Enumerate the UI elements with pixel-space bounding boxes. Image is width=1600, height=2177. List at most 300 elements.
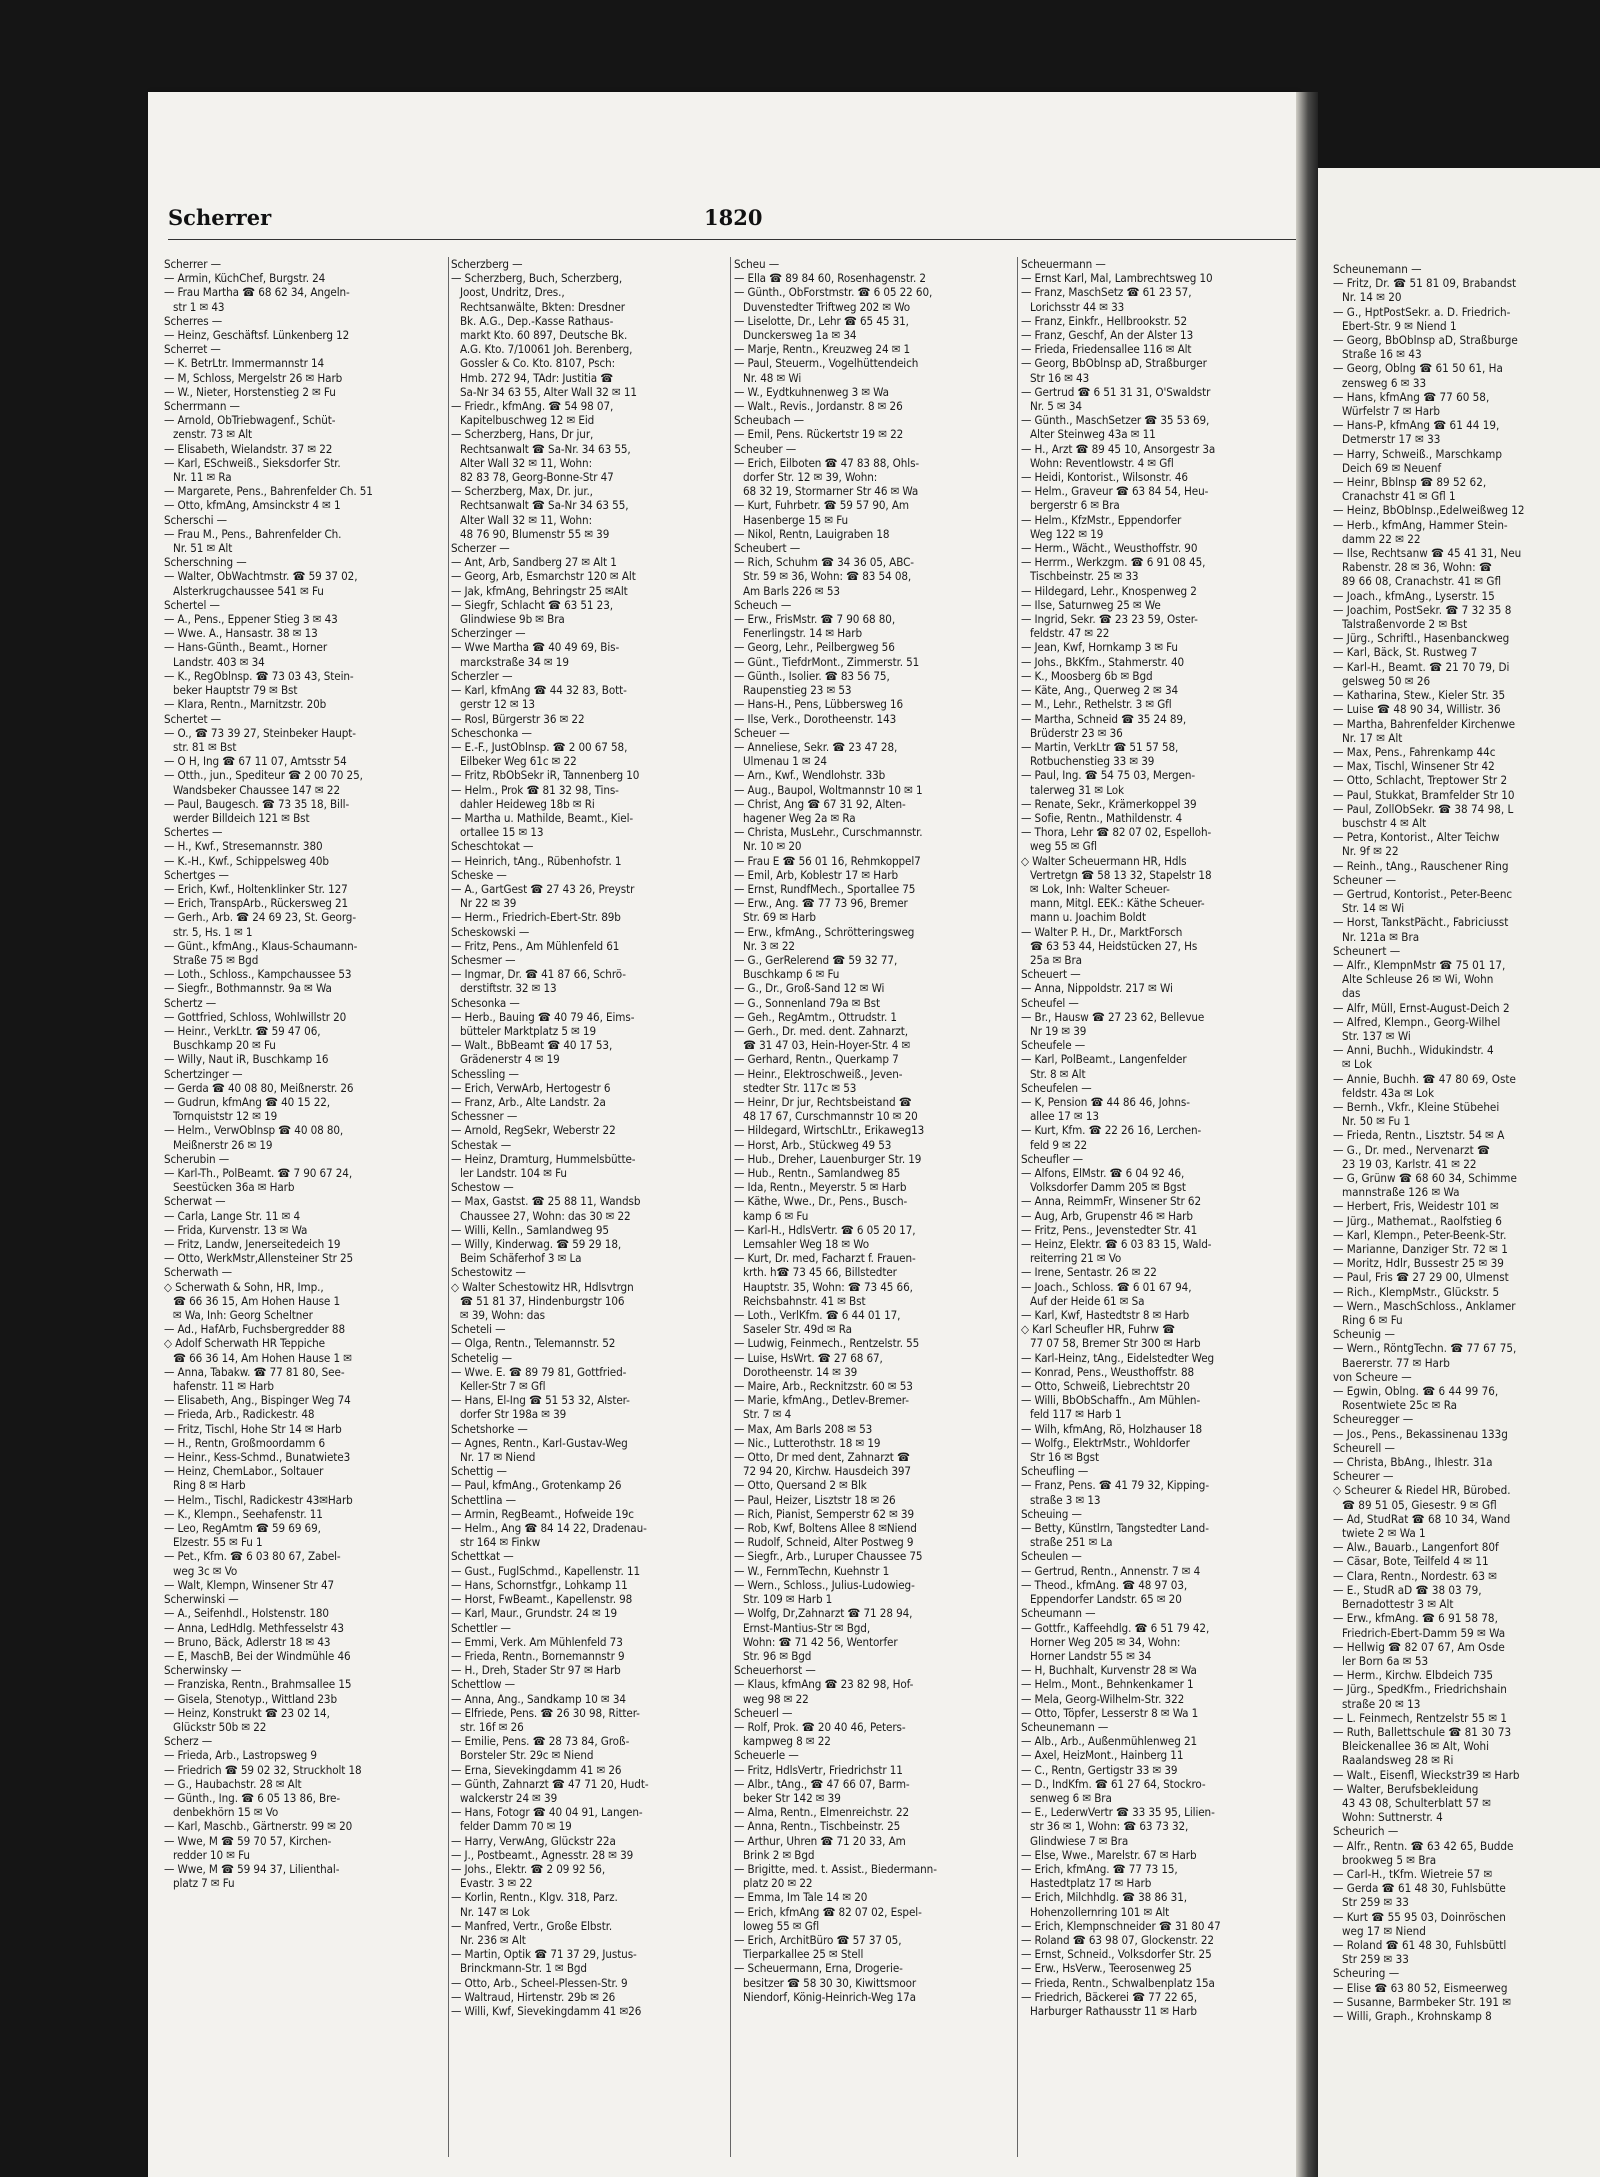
- surname-heading: Schertet —: [164, 711, 222, 726]
- surname-heading: Schettlow —: [451, 1677, 516, 1692]
- directory-entry: — Egwin, Oblng. ☎ 6 44 99 76,: [1333, 1384, 1499, 1399]
- directory-entry: — Martin, VerkLtr ☎ 51 57 58,: [1021, 739, 1179, 754]
- directory-entry: — Franz, Geschf, An der Alster 13: [1021, 328, 1194, 343]
- directory-entry: Sa-Nr 34 63 55, Alter Wall 32 ✉ 11: [460, 384, 637, 399]
- directory-entry: Str 16 ✉ 43: [1030, 370, 1090, 385]
- directory-entry: — Walt., Revis., Jordanstr. 8 ✉ 26: [734, 399, 903, 414]
- directory-entry: — Helm., KfzMstr., Eppendorfer: [1021, 512, 1182, 527]
- directory-entry: Alter Wall 32 ✉ 11, Wohn:: [460, 512, 592, 527]
- directory-entry: Rechtsanwälte, Bkten: Dresdner: [460, 299, 625, 314]
- surname-heading: Scherrer —: [164, 257, 221, 271]
- directory-entry: — Renate, Sekr., Krämerkoppel 39: [1021, 796, 1197, 811]
- directory-entry: Tischbeinstr. 25 ✉ 33: [1030, 569, 1139, 584]
- directory-entry: — Herb., Bauing ☎ 40 79 46, Eims-: [451, 1009, 635, 1024]
- directory-entry: Dunckersweg 1a ✉ 34: [743, 328, 857, 343]
- directory-entry: — Alfons, ElMstr. ☎ 6 04 92 46,: [1021, 1166, 1185, 1180]
- directory-entry: — K.-H., Kwf., Schippelsweg 40b: [164, 853, 329, 868]
- directory-entry: — Sofie, Rentn., Mathildenstr. 4: [1021, 810, 1183, 825]
- surname-heading: Scheuber —: [734, 441, 797, 456]
- surname-heading: Schestow —: [451, 1180, 514, 1195]
- directory-entry: ☎ 66 36 14, Am Hohen Hause 1 ✉: [173, 1350, 352, 1365]
- directory-entry: — Elfriede, Pens. ☎ 26 30 98, Ritter-: [451, 1705, 640, 1720]
- directory-entry: Nr. 3 ✉ 22: [743, 938, 795, 953]
- column-3: [734, 257, 1015, 2157]
- directory-entry: — Gerda ☎ 61 48 30, Fuhlsbütte: [1333, 1881, 1506, 1896]
- directory-entry: — Karl, Maschb., Gärtnerstr. 99 ✉ 20: [164, 1819, 353, 1834]
- book-gutter: [1296, 92, 1318, 2177]
- directory-entry: twiete 2 ✉ Wa 1: [1342, 1526, 1426, 1541]
- directory-entry: — Anneliese, Sekr. ☎ 23 47 28,: [734, 739, 898, 754]
- surname-heading: Schestak —: [451, 1137, 512, 1152]
- directory-entry: — Elise ☎ 63 80 52, Eismeerweg: [1333, 1980, 1508, 1995]
- directory-entry: — Helm., Mont., Behnkenkamer 1: [1021, 1677, 1194, 1692]
- directory-entry: bütteler Marktplatz 5 ✉ 19: [460, 1023, 597, 1038]
- directory-entry: — H., Rentn, Großmoordamm 6: [164, 1435, 326, 1450]
- directory-entry: ✉ Wa, Inh: Georg Scheltner: [173, 1308, 313, 1323]
- directory-entry: — Frida, Kurvenstr. 13 ✉ Wa: [164, 1222, 308, 1237]
- directory-entry: — Heinrich, tAng., Rübenhofstr. 1: [451, 853, 622, 868]
- directory-entry: — Martha, Schneid ☎ 35 24 89,: [1021, 711, 1187, 726]
- directory-entry: — W., FernmTechn, Kuehnstr 1: [734, 1563, 890, 1578]
- directory-entry: krth. h☎ 73 45 66, Billstedter: [743, 1265, 897, 1280]
- directory-entry: — Fritz, Tischl, Hohe Str 14 ✉ Harb: [164, 1421, 342, 1436]
- directory-entry: — Helm., VerwOblnsp ☎ 40 08 80,: [164, 1123, 344, 1138]
- directory-entry: Nr. 236 ✉ Alt: [460, 1932, 526, 1947]
- directory-entry: — Siegfr., Bothmannstr. 9a ✉ Wa: [164, 981, 332, 996]
- directory-entry: das: [1342, 986, 1361, 1001]
- directory-entry: — Annie, Buchh. ☎ 47 80 69, Oste: [1333, 1071, 1516, 1086]
- directory-entry: walckerstr 24 ✉ 39: [460, 1790, 558, 1805]
- directory-entry: Nr. 51 ✉ Alt: [173, 541, 233, 556]
- directory-entry: Lemsahler Weg 18 ✉ Wo: [743, 1237, 870, 1252]
- directory-entry: Wandsbeker Chaussee 147 ✉ 22: [173, 782, 340, 797]
- directory-entry: Baererstr. 77 ✉ Harb: [1342, 1355, 1450, 1370]
- directory-entry: — Günt., TiefdrMont., Zimmerstr. 51: [734, 654, 920, 669]
- directory-entry: — Otto, WerkMstr,Allensteiner Str 25: [164, 1251, 354, 1266]
- right-page-column: [1333, 262, 1600, 2167]
- directory-entry: — Gertrud ☎ 6 51 31 31, O'Swaldstr: [1021, 384, 1211, 399]
- directory-entry: — Christa, MusLehr., Curschmannstr.: [734, 825, 923, 840]
- directory-entry: — H., Kwf., Stresemannstr. 380: [164, 839, 323, 854]
- directory-entry: — Gertrud, Kontorist., Peter-Beenc: [1333, 886, 1513, 901]
- surname-heading: Schessner —: [451, 1109, 518, 1124]
- directory-entry: — Armin, KüchChef, Burgstr. 24: [164, 271, 326, 286]
- surname-heading: Schertes —: [164, 825, 223, 840]
- directory-entry: — Fritz, Pens., Jevenstedter Str. 41: [1021, 1222, 1198, 1237]
- surname-heading: Scherschning —: [164, 555, 247, 570]
- directory-entry: — Otto, Schweiß, Liebrechtstr 20: [1021, 1379, 1190, 1394]
- directory-entry: — Erich, VerwArb, Hertogestr 6: [451, 1080, 611, 1095]
- directory-entry: Borsteler Str. 29c ✉ Niend: [460, 1748, 594, 1763]
- directory-entry: — Ilse, Saturnweg 25 ✉ We: [1021, 597, 1161, 612]
- surname-heading: Scherwath —: [164, 1265, 232, 1280]
- directory-entry: 25a ✉ Bra: [1030, 952, 1082, 967]
- directory-entry: — Fritz, HdlsVertr, Friedrichstr 11: [734, 1762, 903, 1777]
- directory-entry: — Willy, Naut iR, Buschkamp 16: [164, 1052, 329, 1067]
- directory-entry: — E., LederwVertr ☎ 33 35 95, Lilien-: [1021, 1805, 1215, 1820]
- directory-entry: — Wwe Martha ☎ 40 49 69, Bis-: [451, 640, 620, 655]
- directory-entry: str 1 ✉ 43: [173, 299, 225, 314]
- directory-entry: kampweg 8 ✉ 22: [743, 1734, 831, 1749]
- directory-entry: weg 98 ✉ 22: [743, 1691, 809, 1706]
- directory-entry: Horner Landstr 55 ✉ 34: [1030, 1648, 1152, 1663]
- directory-entry: — Emmi, Verk. Am Mühlenfeld 73: [451, 1634, 623, 1649]
- surname-heading: Scheteli —: [451, 1322, 506, 1337]
- directory-entry: — Marje, Rentn., Kreuzweg 24 ✉ 1: [734, 342, 911, 357]
- directory-entry: — Heinz, ChemLabor., Soltauer: [164, 1464, 324, 1479]
- directory-entry: — Moritz, Hdlr, Bussestr 25 ✉ 39: [1333, 1256, 1504, 1271]
- surname-heading: Scherschi —: [164, 512, 227, 527]
- directory-entry: — Franziska, Rentn., Brahmsallee 15: [164, 1677, 352, 1692]
- directory-entry: Hastedtplatz 17 ✉ Harb: [1030, 1876, 1152, 1891]
- directory-entry: feld 117 ✉ Harb 1: [1030, 1407, 1122, 1422]
- surname-heading: Scheuch —: [734, 597, 792, 612]
- directory-entry: — Olga, Rentn., Telemannstr. 52: [451, 1336, 616, 1351]
- surname-heading: Schertel —: [164, 597, 220, 612]
- directory-entry: — Frieda, Rentn., Lisztstr. 54 ✉ A: [1333, 1128, 1505, 1143]
- directory-entry: — Harry, VerwAng, Glückstr 22a: [451, 1833, 616, 1848]
- directory-entry: — Franz, MaschSetz ☎ 61 23 57,: [1021, 285, 1192, 300]
- directory-entry: Str. 96 ✉ Bgd: [743, 1648, 812, 1663]
- directory-entry: Nr. 17 ✉ Niend: [460, 1450, 536, 1465]
- directory-entry: str. 16f ✉ 26: [460, 1719, 524, 1734]
- directory-entry: — G., Dr. med., Nervenarzt ☎: [1333, 1142, 1491, 1157]
- directory-entry: Nr. 5 ✉ 34: [1030, 399, 1082, 414]
- surname-heading: Scheufler —: [1021, 1151, 1083, 1166]
- directory-entry: Joost, Undritz, Dres.,: [460, 285, 565, 300]
- directory-entry: — Paul, Heizer, Lisztstr 18 ✉ 26: [734, 1492, 896, 1507]
- directory-entry: Meißnerstr 26 ✉ 19: [173, 1137, 273, 1152]
- directory-entry: — Leo, RegAmtm ☎ 59 69 69,: [164, 1521, 321, 1536]
- directory-entry: Glindwiese 9b ✉ Bra: [460, 612, 565, 627]
- directory-entry: Nr. 50 ✉ Fu 1: [1342, 1114, 1411, 1129]
- surname-heading: Scherzler —: [451, 668, 513, 683]
- directory-entry: — Geh., RegAmtm., Ottrudstr. 1: [734, 1009, 897, 1024]
- surname-heading: Schestowitz —: [451, 1265, 526, 1280]
- directory-entry: Lorichsstr 44 ✉ 33: [1030, 299, 1125, 314]
- directory-entry: Raupenstieg 23 ✉ 53: [743, 683, 852, 698]
- directory-entry: Wohn: Suttnerstr. 4: [1342, 1810, 1443, 1825]
- directory-entry: Bk. A.G., Dep.-Kasse Rathaus-: [460, 313, 614, 328]
- directory-entry: Str 259 ✉ 33: [1342, 1952, 1409, 1967]
- directory-entry: — Rosl, Bürgerstr 36 ✉ 22: [451, 711, 585, 726]
- directory-entry: — Karl, ESchweiß., Sieksdorfer Str.: [164, 455, 341, 470]
- directory-entry: ✉ Lok: [1342, 1057, 1373, 1072]
- directory-entry: — Wilh, kfmAng, Rö, Holzhauser 18: [1021, 1421, 1203, 1436]
- directory-entry: Horner Weg 205 ✉ 34, Wohn:: [1030, 1634, 1181, 1649]
- surname-heading: Schertges —: [164, 867, 229, 882]
- directory-entry: — Ella ☎ 89 84 60, Rosenhagenstr. 2: [734, 271, 926, 286]
- directory-entry: — Karl, Bäck, St. Rustweg 7: [1333, 645, 1478, 660]
- directory-entry: hagener Weg 2a ✉ Ra: [743, 810, 856, 825]
- directory-entry: — Emil, Pens. Rückertstr 19 ✉ 22: [734, 427, 904, 442]
- directory-entry: Hmb. 272 94, TAdr: Justitia ☎: [460, 370, 614, 385]
- directory-entry: — Erna, Sievekingdamm 41 ✉ 26: [451, 1762, 622, 1777]
- directory-entry: bergerstr 6 ✉ Bra: [1030, 498, 1120, 513]
- directory-entry: Wohn: ☎ 71 42 56, Wentorfer: [743, 1634, 898, 1649]
- surname-heading: Scheuerhorst —: [734, 1663, 816, 1678]
- surname-heading: Schetshorke —: [451, 1421, 528, 1436]
- directory-entry: — Siegfr., Arb., Luruper Chaussee 75: [734, 1549, 923, 1564]
- directory-entry: — Siegfr, Schlacht ☎ 63 51 23,: [451, 597, 613, 612]
- directory-entry: — Alfr., KlempnMstr ☎ 75 01 17,: [1333, 957, 1506, 972]
- directory-entry: — Erich, kfmAng ☎ 82 07 02, Espel-: [734, 1904, 922, 1919]
- directory-entry: — Frieda, Rentn., Schwalbenplatz 15a: [1021, 1975, 1215, 1990]
- column-divider: [730, 257, 731, 2157]
- directory-entry: mann, Mitgl. EEK.: Käthe Scheuer-: [1030, 896, 1205, 911]
- directory-entry: ◇ Karl Scheufler HR, Fuhrw ☎: [1021, 1322, 1176, 1337]
- directory-entry: — Luise, HsWrt. ☎ 27 68 67,: [734, 1350, 883, 1365]
- directory-entry: — Heinz, Elektr. ☎ 6 03 83 15, Wald-: [1021, 1237, 1212, 1252]
- directory-entry: — Rich, Schuhm ☎ 34 36 05, ABC-: [734, 555, 914, 570]
- directory-entry: ◇ Scherwath & Sohn, HR, Imp.,: [164, 1279, 324, 1294]
- directory-entry: — Paul, Ing. ☎ 54 75 03, Mergen-: [1021, 768, 1196, 783]
- directory-entry: — Karl, Maur., Grundstr. 24 ✉ 19: [451, 1606, 618, 1621]
- directory-entry: straße 251 ✉ La: [1030, 1535, 1113, 1550]
- directory-entry: — Otto, kfmAng, Amsinckstr 4 ✉ 1: [164, 498, 341, 513]
- directory-entry: — Roland ☎ 61 48 30, Fuhlsbüttl: [1333, 1937, 1507, 1952]
- directory-entry: — Karl, Kwf, Hastedtstr 8 ✉ Harb: [1021, 1308, 1190, 1323]
- directory-entry: hafenstr. 11 ✉ Harb: [173, 1379, 274, 1394]
- directory-entry: — Horst, FwBeamt., Kapellenstr. 98: [451, 1592, 633, 1607]
- directory-entry: — Heinr, Dr jur, Rechtsbeistand ☎: [734, 1094, 912, 1109]
- surname-heading: Schertzinger —: [164, 1066, 243, 1081]
- directory-entry: — Helm., Ang ☎ 84 14 22, Dradenau-: [451, 1521, 647, 1536]
- directory-entry: mannstraße 126 ✉ Wa: [1342, 1185, 1460, 1200]
- surname-heading: Scheurich —: [1333, 1824, 1399, 1839]
- directory-entry: — M, Schloss, Mergelstr 26 ✉ Harb: [164, 370, 343, 385]
- directory-entry: — Elisabeth, Ang., Bispinger Weg 74: [164, 1393, 351, 1408]
- directory-entry: — Bruno, Bäck, Adlerstr 18 ✉ 43: [164, 1634, 331, 1649]
- directory-entry: — Hildegard, WirtschLtr., Erikaweg13: [734, 1123, 925, 1138]
- directory-entry: — Rudolf, Schneid, Alter Postweg 9: [734, 1535, 914, 1550]
- surname-heading: Schesonka —: [451, 995, 520, 1010]
- directory-entry: — Ingmar, Dr. ☎ 41 87 66, Schrö-: [451, 967, 626, 982]
- directory-entry: Reichsbahnstr. 41 ✉ Bst: [743, 1293, 866, 1308]
- directory-entry: — Erich, Kwf., Holtenklinker Str. 127: [164, 881, 348, 896]
- directory-entry: Str. 109 ✉ Harb 1: [743, 1592, 833, 1607]
- directory-entry: — Heinz, Dramturg, Hummelsbütte-: [451, 1151, 636, 1166]
- directory-entry: senweg 6 ✉ Bra: [1030, 1790, 1112, 1805]
- directory-entry: — H, Buchhalt, Kurvenstr 28 ✉ Wa: [1021, 1663, 1197, 1678]
- directory-entry: Brink 2 ✉ Bgd: [743, 1847, 815, 1862]
- column-4: [1021, 257, 1293, 2157]
- directory-entry: — Jürg., Mathemat., Raolfstieg 6: [1333, 1213, 1502, 1228]
- directory-entry: — Joachim, PostSekr. ☎ 7 32 35 8: [1333, 602, 1512, 617]
- directory-entry: ✉ Lok, Inh: Walter Scheuer-: [1030, 881, 1170, 896]
- directory-entry: str. 81 ✉ Bst: [173, 739, 237, 754]
- directory-entry: — E., StudR aD ☎ 38 03 79,: [1333, 1582, 1482, 1597]
- directory-entry: — Erich, TranspArb., Rückersweg 21: [164, 896, 349, 911]
- directory-entry: — Erich, ArchitBüro ☎ 57 37 05,: [734, 1932, 902, 1947]
- directory-entry: redder 10 ✉ Fu: [173, 1847, 250, 1862]
- directory-entry: — C., Rentn, Gertigstr 33 ✉ 39: [1021, 1762, 1178, 1777]
- directory-entry: gelsweg 50 ✉ 26: [1342, 673, 1431, 688]
- directory-entry: — O H, Ing ☎ 67 11 07, Amtsstr 54: [164, 754, 347, 769]
- directory-entry: — Emil, Arb, Koblestr 17 ✉ Harb: [734, 867, 898, 882]
- directory-entry: — Otto, Arb., Scheel-Plessen-Str. 9: [451, 1975, 628, 1990]
- directory-entry: Nr. 121a ✉ Bra: [1342, 929, 1420, 944]
- directory-entry: Str. 8 ✉ Alt: [1030, 1066, 1086, 1081]
- directory-entry: buschstr 4 ✉ Alt: [1342, 815, 1427, 830]
- surname-heading: Scheuerle —: [734, 1748, 799, 1763]
- directory-entry: 48 17 67, Curschmannstr 10 ✉ 20: [743, 1109, 918, 1124]
- directory-entry: Harburger Rathausstr 11 ✉ Harb: [1030, 2003, 1197, 2018]
- directory-entry: — Harry, Schweiß., Marschkamp: [1333, 446, 1502, 461]
- directory-entry: — Jean, Kwf, Hornkamp 3 ✉ Fu: [1021, 640, 1178, 655]
- directory-entry: — Wern., MaschSchloss., Anklamer: [1333, 1298, 1516, 1313]
- directory-entry: — G., Sonnenland 79a ✉ Bst: [734, 995, 880, 1010]
- directory-entry: ☎ 89 51 05, Giesestr. 9 ✉ Gfl: [1342, 1497, 1497, 1512]
- directory-entry: — Pet., Kfm. ☎ 6 03 80 67, Zabel-: [164, 1549, 341, 1564]
- directory-entry: Niendorf, König-Heinrich-Weg 17a: [743, 1989, 916, 2004]
- directory-entry: — Jürg., Schriftl., Hasenbanckweg: [1333, 631, 1510, 646]
- directory-entry: — Ida, Rentn., Meyerstr. 5 ✉ Harb: [734, 1180, 907, 1195]
- directory-entry: ortallee 15 ✉ 13: [460, 825, 544, 840]
- directory-entry: — Christa, BbAng., Ihlestr. 31a: [1333, 1455, 1493, 1470]
- directory-entry: — Mela, Georg-Wilhelm-Str. 322: [1021, 1691, 1185, 1706]
- directory-entry: ◇ Scheurer & Riedel HR, Bürobed.: [1333, 1483, 1511, 1498]
- directory-entry: — Wwe, M ☎ 59 94 37, Lilienthal-: [164, 1861, 340, 1876]
- directory-entry: feldstr. 43a ✉ Lok: [1342, 1085, 1435, 1100]
- directory-entry: ◇ Walter Scheuermann HR, Hdls: [1021, 853, 1187, 868]
- directory-entry: Hohenzollernring 101 ✉ Alt: [1030, 1904, 1170, 1919]
- directory-columns: [160, 257, 1290, 2157]
- directory-entry: — Günth., Isolier. ☎ 83 56 75,: [734, 668, 890, 683]
- directory-entry: Detmerstr 17 ✉ 33: [1342, 432, 1441, 447]
- surname-heading: Schetelig —: [451, 1350, 512, 1365]
- directory-entry: Alter Wall 32 ✉ 11, Wohn:: [460, 455, 592, 470]
- directory-entry: — W., Nieter, Horstenstieg 2 ✉ Fu: [164, 384, 336, 399]
- directory-entry: Kapitelbuschweg 12 ✉ Eid: [460, 413, 595, 428]
- surname-heading: Scherret —: [164, 342, 221, 357]
- directory-entry: Deich 69 ✉ Neuenf: [1342, 460, 1442, 475]
- directory-entry: — Max, Pens., Fahrenkamp 44c: [1333, 744, 1496, 759]
- directory-entry: — Frau Martha ☎ 68 62 34, Angeln-: [164, 285, 350, 300]
- directory-entry: — Ad, StudRat ☎ 68 10 34, Wand: [1333, 1511, 1511, 1526]
- directory-entry: — Georg, Arb, Esmarchstr 120 ✉ Alt: [451, 569, 636, 584]
- directory-entry: — Nikol, Rentn, Lauigraben 18: [734, 526, 890, 541]
- directory-entry: — Alb., Arb., Außenmühlenweg 21: [1021, 1734, 1198, 1749]
- surname-heading: Scherrmann —: [164, 399, 240, 414]
- directory-entry: — D., IndKfm. ☎ 61 27 64, Stockro-: [1021, 1776, 1206, 1791]
- directory-entry: derstiftstr. 32 ✉ 13: [460, 981, 557, 996]
- directory-entry: — Ernst, Schneid., Volksdorfer Str. 25: [1021, 1947, 1212, 1962]
- directory-entry: — Margarete, Pens., Bahrenfelder Ch. 51: [164, 484, 373, 499]
- directory-entry: — Erich, kfmAng. ☎ 77 73 15,: [1021, 1861, 1178, 1876]
- directory-entry: Ring 8 ✉ Harb: [173, 1478, 246, 1493]
- directory-entry: — Wern., RöntgTechn. ☎ 77 67 75,: [1333, 1341, 1517, 1356]
- directory-entry: — Agnes, Rentn., Karl-Gustav-Weg: [451, 1435, 628, 1450]
- directory-entry: Eppendorfer Landstr. 65 ✉ 20: [1030, 1592, 1182, 1607]
- header-rule: [168, 239, 1296, 240]
- directory-entry: werder Billdeich 121 ✉ Bst: [173, 810, 310, 825]
- directory-entry: — A., Seifenhdl., Holstenstr. 180: [164, 1606, 329, 1621]
- directory-entry: ler Landstr. 104 ✉ Fu: [460, 1166, 567, 1180]
- directory-entry: — Karl-Heinz, tAng., Eidelstedter Weg: [1021, 1350, 1215, 1365]
- directory-entry: — Katharina, Stew., Kieler Str. 35: [1333, 688, 1506, 703]
- surname-heading: Scheumann —: [1021, 1606, 1096, 1621]
- directory-entry: — Reinh., tAng., Rauschener Ring: [1333, 858, 1509, 873]
- directory-entry: str. 5, Hs. 1 ✉ 1: [173, 924, 253, 939]
- directory-entry: — G., Dr., Groß-Sand 12 ✉ Wi: [734, 981, 885, 996]
- directory-entry: — Fritz, Dr. ☎ 51 81 09, Brabandst: [1333, 276, 1517, 291]
- directory-entry: — Friedr., kfmAng. ☎ 54 98 07,: [451, 399, 614, 414]
- directory-entry: Vertretgn ☎ 58 13 32, Stapelstr 18: [1030, 867, 1212, 882]
- surname-heading: Scheuerl —: [734, 1705, 793, 1720]
- directory-entry: — Martha u. Mathilde, Beamt., Kiel-: [451, 810, 634, 825]
- directory-entry: Buschkamp 20 ✉ Fu: [173, 1038, 276, 1053]
- directory-entry: — Walter, ObWachtmstr. ☎ 59 37 02,: [164, 569, 358, 584]
- directory-entry: — Hans-P, kfmAng ☎ 61 44 19,: [1333, 418, 1500, 433]
- directory-entry: — Ingrid, Sekr. ☎ 23 23 59, Oster-: [1021, 612, 1198, 627]
- directory-entry: — Georg, Oblng ☎ 61 50 61, Ha: [1333, 361, 1503, 376]
- directory-entry: Str. 14 ✉ Wi: [1342, 901, 1405, 916]
- directory-entry: — Irene, Sentastr. 26 ✉ 22: [1021, 1265, 1157, 1280]
- directory-entry: — Brigitte, med. t. Assist., Biedermann-: [734, 1861, 937, 1876]
- directory-entry: — Max, Gastst. ☎ 25 88 11, Wandsb: [451, 1194, 641, 1209]
- directory-entry: A.G. Kto. 7/10061 Joh. Berenberg,: [460, 342, 633, 357]
- directory-entry: — Georg, BbOblnsp aD, Straßburge: [1333, 333, 1518, 348]
- directory-entry: — Hans, kfmAng ☎ 77 60 58,: [1333, 389, 1490, 404]
- directory-entry: — Anna, Rentn., Tischbeinstr. 25: [734, 1819, 901, 1834]
- directory-entry: — K., RegOblnsp. ☎ 73 03 43, Stein-: [164, 668, 354, 683]
- directory-entry: Ring 6 ✉ Fu: [1342, 1313, 1403, 1328]
- directory-entry: kamp 6 ✉ Fu: [743, 1208, 809, 1223]
- directory-entry: — Paul, ZollObSekr. ☎ 38 74 98, L: [1333, 801, 1514, 816]
- directory-entry: — M., Lehr., Rethelstr. 3 ✉ Gfl: [1021, 697, 1172, 712]
- directory-entry: feldstr. 47 ✉ 22: [1030, 626, 1110, 641]
- directory-entry: — Heinr, Bblnsp ☎ 89 52 62,: [1333, 475, 1487, 490]
- directory-entry: — Hans-Günth., Beamt., Horner: [164, 640, 328, 655]
- surname-heading: Scheurer —: [1333, 1469, 1394, 1484]
- directory-entry: Talstraßenvorde 2 ✉ Bst: [1342, 617, 1468, 632]
- directory-entry: — G., Haubachstr. 28 ✉ Alt: [164, 1776, 302, 1791]
- directory-entry: Elzestr. 55 ✉ Fu 1: [173, 1535, 263, 1550]
- directory-entry: Str 16 ✉ Bgst: [1030, 1450, 1099, 1465]
- directory-entry: — Albr., tAng., ☎ 47 66 07, Barm-: [734, 1776, 910, 1791]
- header-surname: Scherrer: [168, 205, 272, 230]
- surname-heading: Schettig —: [451, 1464, 507, 1479]
- directory-entry: ☎ 66 36 15, Am Hohen Hause 1: [173, 1293, 340, 1308]
- directory-entry: — Paul, Baugesch. ☎ 73 35 18, Bill-: [164, 796, 350, 811]
- directory-entry: — Willi, BbObSchaffn., Am Mühlen-: [1021, 1393, 1201, 1408]
- directory-entry: Nr. 17 ✉ Alt: [1342, 730, 1403, 745]
- directory-entry: — Hub., Rentn., Samlandweg 85: [734, 1166, 901, 1180]
- directory-entry: Rosentwiete 25c ✉ Ra: [1342, 1398, 1458, 1413]
- directory-entry: — Willi, Graph., Krohnskamp 8: [1333, 2008, 1492, 2023]
- directory-entry: 89 66 08, Cranachstr. 41 ✉ Gfl: [1342, 574, 1502, 589]
- directory-entry: — Loth., VerlKfm. ☎ 6 44 01 17,: [734, 1308, 901, 1323]
- directory-entry: — Georg, Lehr., Peilbergweg 56: [734, 640, 895, 655]
- directory-entry: 82 83 78, Georg-Bonne-Str 47: [460, 470, 614, 485]
- directory-entry: reiterring 21 ✉ Vo: [1030, 1251, 1122, 1266]
- directory-entry: Keller-Str 7 ✉ Gfl: [460, 1379, 546, 1394]
- directory-entry: — Hans, Fotogr ☎ 40 04 91, Langen-: [451, 1805, 643, 1820]
- surname-heading: Scheubach —: [734, 413, 805, 428]
- directory-entry: — Anna, ReimmFr, Winsener Str 62: [1021, 1194, 1201, 1209]
- surname-heading: Scheufele —: [1021, 1038, 1086, 1053]
- directory-entry: weg 55 ✉ Gfl: [1030, 839, 1097, 854]
- directory-entry: — Gerhard, Rentn., Querkamp 7: [734, 1052, 899, 1067]
- directory-entry: — G, Grünw ☎ 68 60 34, Schimme: [1333, 1171, 1517, 1185]
- directory-entry: Nr. 10 ✉ 20: [743, 839, 802, 854]
- directory-entry: straße 20 ✉ 13: [1342, 1696, 1421, 1711]
- directory-entry: — Wwe. E. ☎ 89 79 81, Gottfried-: [451, 1364, 627, 1379]
- directory-entry: — Franz, Pens. ☎ 41 79 32, Kipping-: [1021, 1478, 1209, 1493]
- surname-heading: Scherzberg —: [451, 257, 523, 271]
- directory-entry: beker Hauptstr 79 ✉ Bst: [173, 683, 298, 698]
